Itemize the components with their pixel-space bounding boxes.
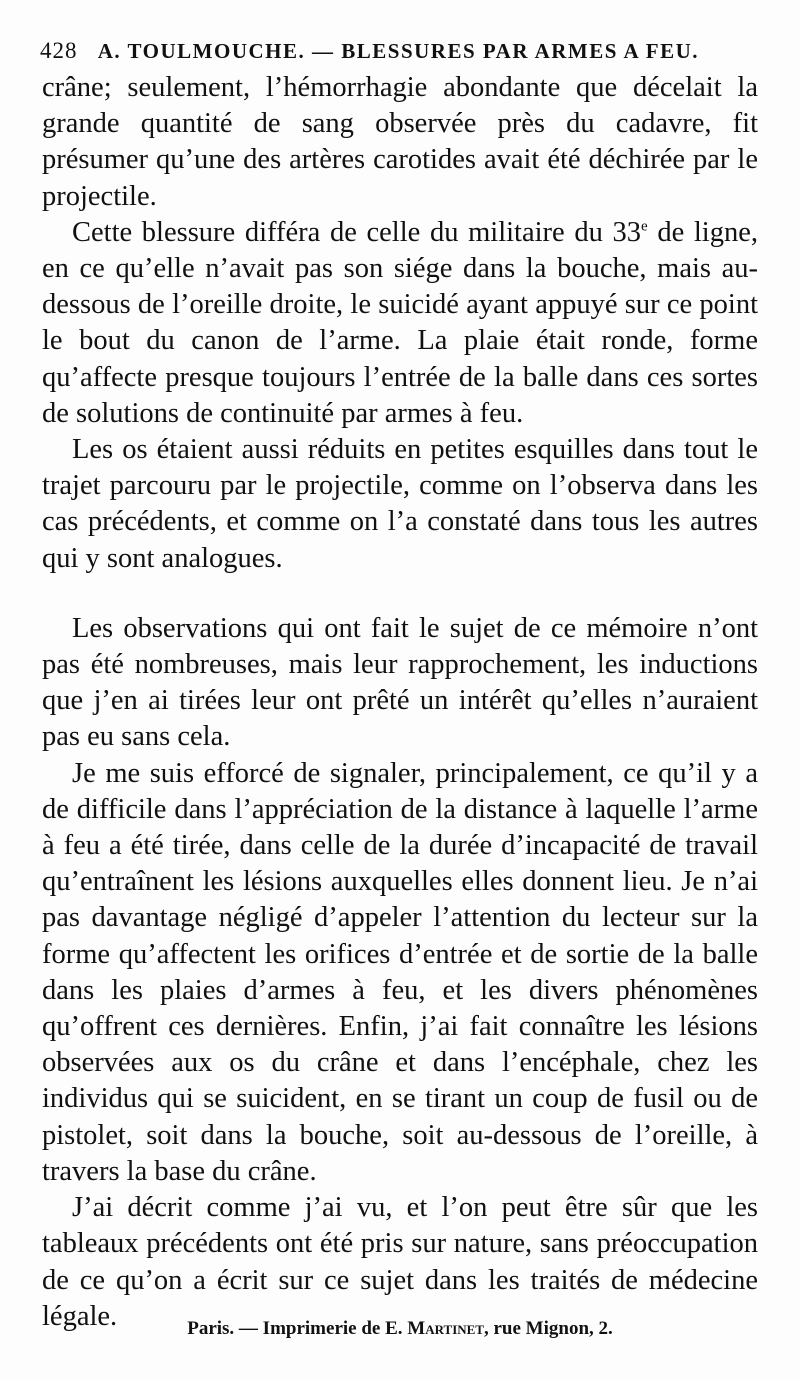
paragraph-conclusion-closing: J’ai décrit comme j’ai vu, et l’on peut être sûr que les tableaux précédents ont été pris sur nature, sans préoccupation de ce qu’on a écrit sur ce sujet dans les traités de médecine légale.	[42, 1192, 758, 1332]
running-title: A. TOULMOUCHE. — BLESSURES PAR ARMES A FEU.	[97, 39, 700, 63]
paragraph-conclusion-observations: Les observations qui ont fait le sujet de ce mémoire n’ont pas été nombreuses, mais leur rapprochement, les inductions que j’en ai tirées leur ont prêté un intérêt qu’elles n’auraient pas eu sans cela.	[42, 612, 758, 753]
paragraph-text-after-superscript: de ligne, en ce qu’elle n’avait pas son siége dans la bouche, mais au-dessous de l’oreille droite, le suicidé ayant appuyé sur ce point le bout du canon de l’arme. La plaie était ronde, forme qu’affecte presque toujours l’entrée de la balle dans ces sortes de solutions de continuité par armes à feu.	[42, 216, 758, 429]
paragraph-bone-splinters: Les os étaient aussi réduits en petites esquilles dans tout le trajet parcouru par le projectile, comme on l’observa dans les cas précédents, et comme on l’a constaté dans tous les autres qui y sont analogues.	[42, 434, 758, 574]
page-number: 428	[40, 38, 78, 63]
superscript-ordinal: e	[640, 218, 648, 235]
imprint-footer	[0, 1318, 800, 1340]
paragraph-text-before-superscript: Cette blessure différa de celle du militaire du 33	[72, 216, 641, 248]
imprint-suffix: , rue Mignon, 2.	[483, 1318, 613, 1339]
paragraph-continued: crâne; seulement, l’hémorrhagie abondante que décelait la grande quantité de sang observée près du cadavre, fit présumer qu’une des artères carotides avait été déchirée par le projectile.	[42, 72, 758, 212]
imprint-prefix: Paris. — Imprimerie de E.	[187, 1318, 403, 1339]
paragraph-wound-location	[42, 215, 758, 432]
paragraph-conclusion-summary: Je me suis efforcé de signaler, principalement, ce qu’il y a de difficile dans l’appréciation de la distance à laquelle l’arme à feu a été tirée, dans celle de la durée d’incapacité de travail qu’entraînent les lésions auxquelles elles donnent lieu. Je n’ai pas davantage négligé d’appeler l’attention du lecteur sur la forme qu’affectent les orifices d’entrée et de sortie de la balle dans les plaies d’armes à feu, et les divers phénomènes qu’offrent ces dernières. Enfin, j’ai fait connaître les lésions observées aux os du crâne et dans l’encéphale, chez les individus qui se suicident, en se tirant un coup de fusil ou de pistolet, soit dans la bouche, soit au-dessous de l’oreille, à travers la base du crâne.	[42, 757, 758, 1187]
body-text	[42, 70, 758, 1335]
imprint-printer-name: Martinet	[407, 1318, 484, 1339]
running-header	[40, 38, 760, 68]
